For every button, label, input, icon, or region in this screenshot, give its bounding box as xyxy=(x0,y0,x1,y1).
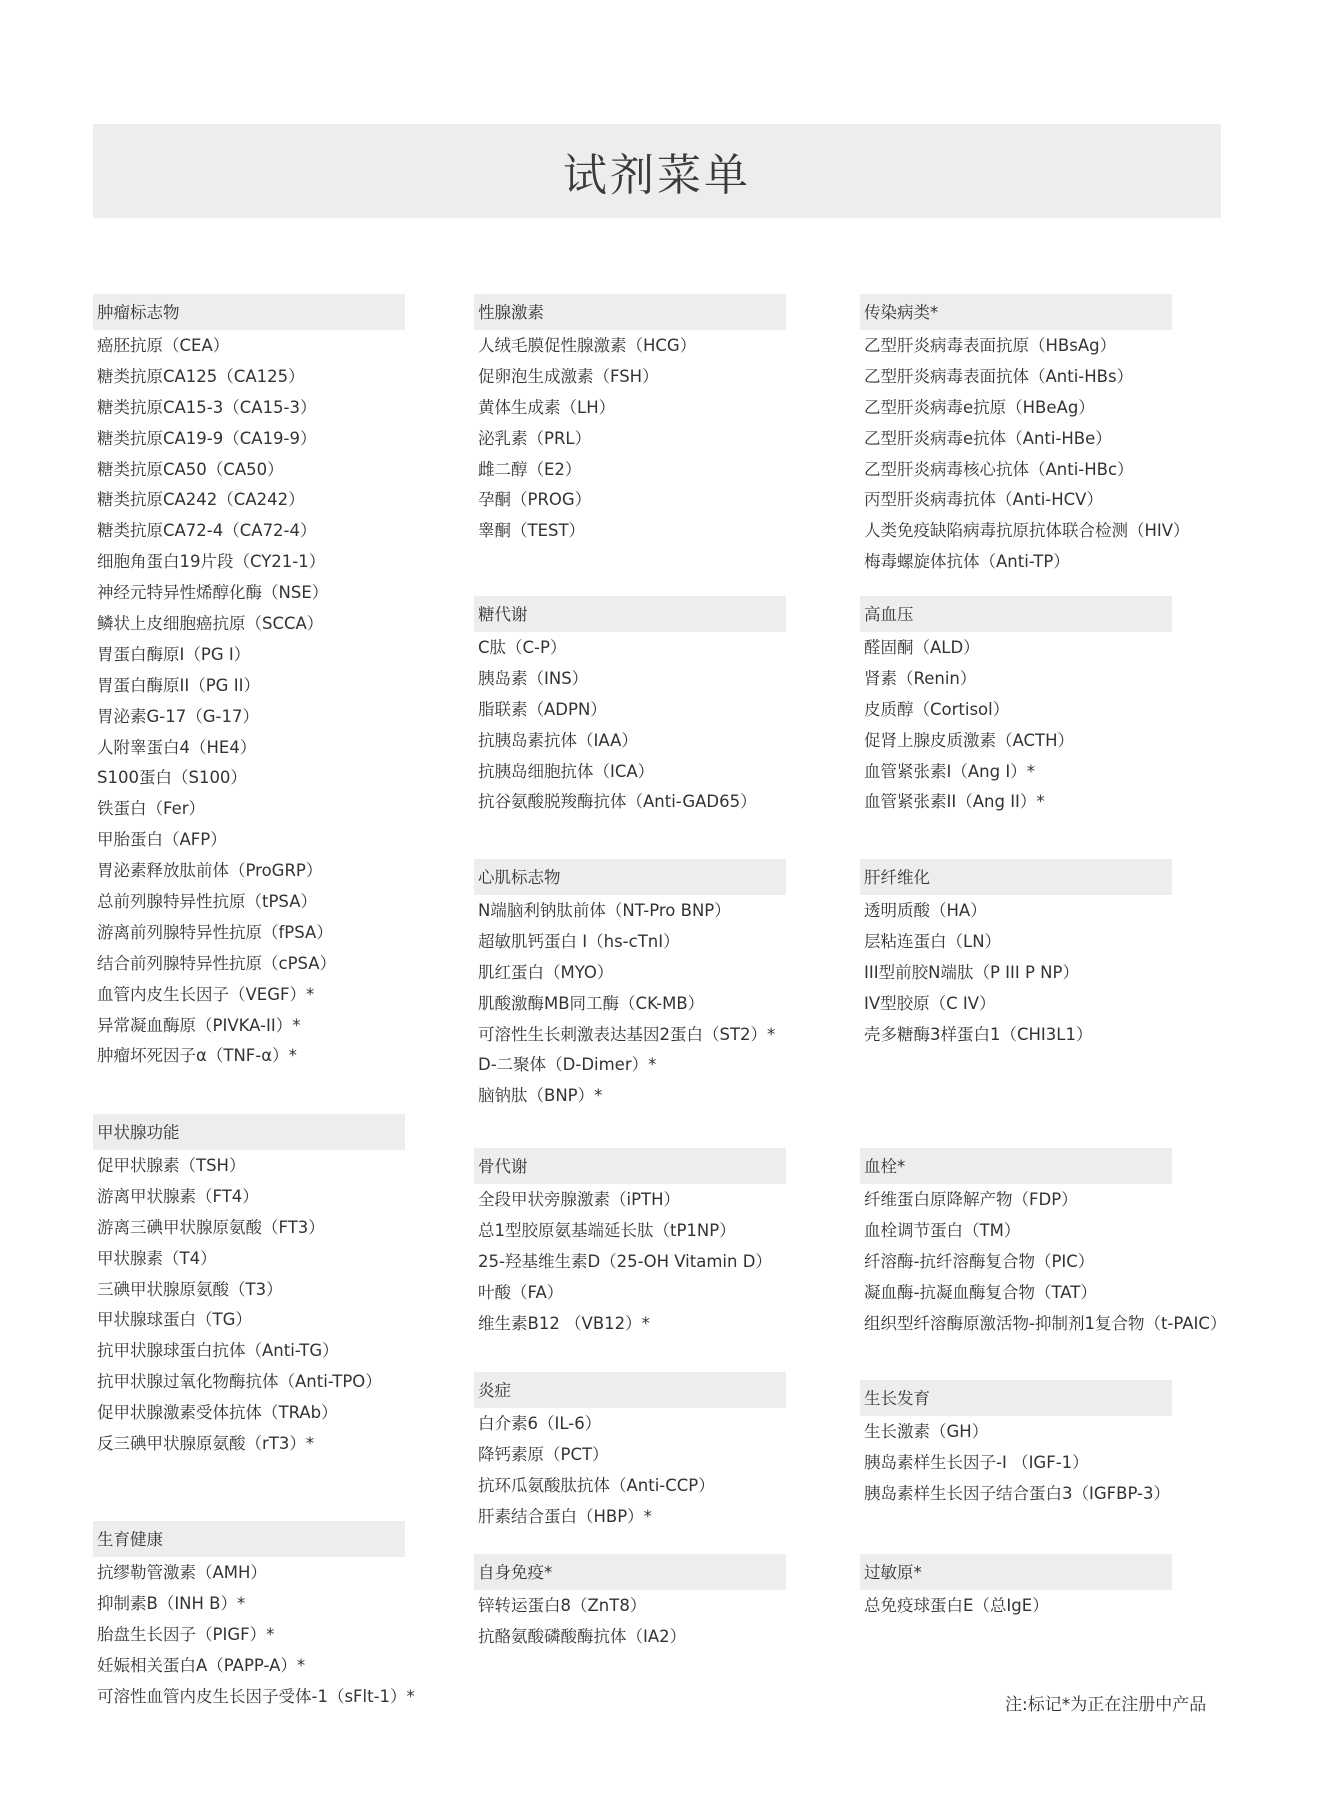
list-item: 壳多糖酶3样蛋白1（CHI3L1） xyxy=(864,1024,1093,1044)
list-item: 游离甲状腺素（FT4） xyxy=(97,1186,259,1206)
list-item: 25-羟基维生素D（25-OH Vitamin D） xyxy=(478,1251,772,1271)
list-item: 泌乳素（PRL） xyxy=(478,428,592,448)
section-header: 甲状腺功能 xyxy=(93,1114,405,1150)
list-item: 人附睾蛋白4（HE4） xyxy=(97,737,257,757)
list-item: 癌胚抗原（CEA） xyxy=(97,336,230,355)
list-item: 叶酸（FA） xyxy=(478,1282,564,1302)
list-item: 乙型肝炎病毒核心抗体（Anti-HBc） xyxy=(864,459,1134,479)
list-item: 纤溶酶-抗纤溶酶复合物（PIC） xyxy=(864,1251,1095,1271)
section-header: 自身免疫* xyxy=(474,1554,786,1590)
list-item: 抗谷氨酸脱羧酶抗体（Anti-GAD65） xyxy=(478,792,757,812)
list-item: 血栓调节蛋白（TM） xyxy=(864,1220,1021,1240)
list-item: 鳞状上皮细胞癌抗原（SCCA） xyxy=(97,614,324,634)
section xyxy=(860,1380,1172,1509)
section-header: 过敏原* xyxy=(860,1554,1172,1590)
list-item: 细胞角蛋白19片段（CY21-1） xyxy=(97,552,326,572)
list-item: 可溶性血管内皮生长因子受体-1（sFlt-1）* xyxy=(97,1686,415,1706)
list-item: D-二聚体（D-Dimer）* xyxy=(478,1055,657,1075)
list-item: 促甲状腺素（TSH） xyxy=(97,1156,246,1175)
list-item: 锌转运蛋白8（ZnT8） xyxy=(478,1596,647,1615)
list-item: 纤维蛋白原降解产物（FDP） xyxy=(864,1190,1078,1209)
item-list xyxy=(474,632,786,817)
list-item: C肽（C-P） xyxy=(478,638,567,657)
section xyxy=(93,1114,405,1459)
section xyxy=(474,859,786,1111)
section-header: 骨代谢 xyxy=(474,1148,786,1184)
item-list xyxy=(93,1150,405,1459)
list-item: 醛固酮（ALD） xyxy=(864,638,980,657)
section xyxy=(860,596,1172,817)
item-list xyxy=(93,330,405,1071)
list-item: 梅毒螺旋体抗体（Anti-TP） xyxy=(864,552,1070,572)
title-banner xyxy=(93,124,1221,218)
list-item: 抗甲状腺过氧化物酶抗体（Anti-TPO） xyxy=(97,1372,382,1392)
list-item: 总前列腺特异性抗原（tPSA） xyxy=(97,892,317,912)
list-item: 乙型肝炎病毒e抗体（Anti-HBe） xyxy=(864,428,1112,448)
item-list xyxy=(860,632,1172,817)
list-item: 降钙素原（PCT） xyxy=(478,1444,609,1464)
list-item: 糖类抗原CA125（CA125） xyxy=(97,366,305,386)
list-item: S100蛋白（S100） xyxy=(97,768,247,788)
item-list xyxy=(860,1416,1172,1509)
list-item: 结合前列腺特异性抗原（cPSA） xyxy=(97,953,337,973)
list-item: 游离前列腺特异性抗原（fPSA） xyxy=(97,922,333,942)
section-header: 肝纤维化 xyxy=(860,859,1172,895)
list-item: 甲胎蛋白（AFP） xyxy=(97,830,227,850)
list-item: 胰岛素（INS） xyxy=(478,668,589,688)
list-item: 透明质酸（HA） xyxy=(864,901,987,920)
list-item: 皮质醇（Cortisol） xyxy=(864,699,1010,719)
list-item: 抑制素B（INH B）* xyxy=(97,1593,246,1613)
list-item: 胃泌素释放肽前体（ProGRP） xyxy=(97,861,323,881)
list-item: 丙型肝炎病毒抗体（Anti-HCV） xyxy=(864,490,1103,510)
list-item: 促甲状腺激素受体抗体（TRAb） xyxy=(97,1403,338,1423)
list-item: 肾素（Renin） xyxy=(864,668,977,688)
list-item: 胃蛋白酶原I（PG I） xyxy=(97,644,251,664)
list-item: 肌酸激酶MB同工酶（CK-MB） xyxy=(478,993,705,1013)
list-item: 全段甲状旁腺激素（iPTH） xyxy=(478,1190,681,1209)
section-header: 心肌标志物 xyxy=(474,859,786,895)
section xyxy=(93,294,405,1071)
list-item: IV型胶原（C IV） xyxy=(864,993,996,1013)
list-item: 脂联素（ADPN） xyxy=(478,699,607,719)
item-list xyxy=(860,1184,1227,1338)
list-item: 肌红蛋白（MYO） xyxy=(478,962,614,982)
list-item: 抗酪氨酸磷酸酶抗体（IA2） xyxy=(478,1626,687,1646)
list-item: 胰岛素样生长因子-I （IGF-1） xyxy=(864,1452,1089,1472)
item-list xyxy=(860,895,1172,1049)
list-item: III型前胶N端肽（P III P NP） xyxy=(864,962,1079,982)
list-item: 胰岛素样生长因子结合蛋白3（IGFBP-3） xyxy=(864,1483,1170,1503)
item-list xyxy=(474,1408,786,1532)
section-header: 血栓* xyxy=(860,1148,1172,1184)
list-item: 生长激素（GH） xyxy=(864,1422,989,1441)
list-item: 异常凝血酶原（PIVKA-II）* xyxy=(97,1015,301,1035)
item-list xyxy=(474,1184,786,1338)
item-list xyxy=(474,895,786,1111)
list-item: 神经元特异性烯醇化酶（NSE） xyxy=(97,583,329,603)
list-item: 孕酮（PROG） xyxy=(478,490,592,510)
page-title: 试剂菜单 xyxy=(563,150,751,201)
item-list xyxy=(860,330,1190,577)
list-item: 抗环瓜氨酸肽抗体（Anti-CCP） xyxy=(478,1475,715,1495)
list-item: 三碘甲状腺原氨酸（T3） xyxy=(97,1279,283,1299)
section xyxy=(93,1521,415,1711)
list-item: 妊娠相关蛋白A（PAPP-A）* xyxy=(97,1655,306,1675)
section-header: 生长发育 xyxy=(860,1380,1172,1416)
list-item: 抗甲状腺球蛋白抗体（Anti-TG） xyxy=(97,1341,339,1361)
list-item: 肝素结合蛋白（HBP）* xyxy=(478,1506,652,1526)
list-item: 白介素6（IL-6） xyxy=(478,1414,602,1433)
section-header: 糖代谢 xyxy=(474,596,786,632)
section xyxy=(860,294,1190,577)
list-item: 抗缪勒管激素（AMH） xyxy=(97,1563,267,1582)
list-item: 总1型胶原氨基端延长肽（tP1NP） xyxy=(478,1220,736,1240)
section-header: 性腺激素 xyxy=(474,294,786,330)
list-item: 血管紧张素II（Ang II）* xyxy=(864,792,1045,812)
list-item: N端脑利钠肽前体（NT-Pro BNP） xyxy=(478,901,731,920)
item-list xyxy=(474,330,786,546)
list-item: 糖类抗原CA15-3（CA15-3） xyxy=(97,397,317,417)
list-item: 肿瘤坏死因子α（TNF-α）* xyxy=(97,1046,297,1066)
section xyxy=(860,859,1172,1049)
list-item: 雌二醇（E2） xyxy=(478,459,582,479)
list-item: 胎盘生长因子（PIGF）* xyxy=(97,1624,275,1644)
list-item: 总免疫球蛋白E（总IgE） xyxy=(864,1596,1049,1615)
list-item: 可溶性生长刺激表达基因2蛋白（ST2）* xyxy=(478,1024,776,1044)
list-item: 血管内皮生长因子（VEGF）* xyxy=(97,984,315,1004)
section xyxy=(474,1554,786,1652)
list-item: 脑钠肽（BNP）* xyxy=(478,1086,603,1106)
section xyxy=(474,596,786,817)
list-item: 乙型肝炎病毒表面抗体（Anti-HBs） xyxy=(864,366,1134,386)
list-item: 糖类抗原CA72-4（CA72-4） xyxy=(97,521,317,541)
list-item: 超敏肌钙蛋白 I（hs-cTnI） xyxy=(478,931,680,951)
section-header: 传染病类* xyxy=(860,294,1172,330)
list-item: 组织型纤溶酶原激活物-抑制剂1复合物（t-PAIC） xyxy=(864,1313,1227,1333)
list-item: 抗胰岛素抗体（IAA） xyxy=(478,730,638,750)
list-item: 甲状腺球蛋白（TG） xyxy=(97,1310,252,1330)
section-header: 高血压 xyxy=(860,596,1172,632)
list-item: 甲状腺素（T4） xyxy=(97,1248,217,1268)
list-item: 抗胰岛细胞抗体（ICA） xyxy=(478,761,655,781)
list-item: 凝血酶-抗凝血酶复合物（TAT） xyxy=(864,1282,1097,1302)
item-list xyxy=(474,1590,786,1652)
list-item: 游离三碘甲状腺原氨酸（FT3） xyxy=(97,1217,325,1237)
list-item: 胃泌素G-17（G-17） xyxy=(97,706,259,726)
registration-note: 注:标记*为正在注册中产品 xyxy=(1005,1695,1207,1715)
list-item: 糖类抗原CA242（CA242） xyxy=(97,490,305,510)
list-item: 促肾上腺皮质激素（ACTH） xyxy=(864,730,1075,750)
item-list xyxy=(93,1557,415,1711)
section xyxy=(474,294,786,546)
section-header: 肿瘤标志物 xyxy=(93,294,405,330)
list-item: 黄体生成素（LH） xyxy=(478,397,616,417)
item-list xyxy=(860,1590,1172,1621)
list-item: 层粘连蛋白（LN） xyxy=(864,931,1002,951)
section xyxy=(474,1372,786,1532)
list-item: 促卵泡生成激素（FSH） xyxy=(478,366,659,386)
list-item: 反三碘甲状腺原氨酸（rT3）* xyxy=(97,1434,315,1454)
list-item: 乙型肝炎病毒e抗原（HBeAg） xyxy=(864,397,1095,417)
list-item: 人类免疫缺陷病毒抗原抗体联合检测（HIV） xyxy=(864,521,1190,541)
list-item: 乙型肝炎病毒表面抗原（HBsAg） xyxy=(864,336,1117,355)
section-header: 生育健康 xyxy=(93,1521,405,1557)
list-item: 血管紧张素I（Ang I）* xyxy=(864,761,1035,781)
list-item: 铁蛋白（Fer） xyxy=(97,799,206,819)
list-item: 人绒毛膜促性腺激素（HCG） xyxy=(478,336,697,355)
list-item: 糖类抗原CA50（CA50） xyxy=(97,459,284,479)
section xyxy=(860,1554,1172,1621)
list-item: 睾酮（TEST） xyxy=(478,521,586,541)
list-item: 糖类抗原CA19-9（CA19-9） xyxy=(97,428,317,448)
list-item: 维生素B12 （VB12）* xyxy=(478,1313,650,1333)
section-header: 炎症 xyxy=(474,1372,786,1408)
list-item: 胃蛋白酶原II（PG II） xyxy=(97,675,260,695)
section xyxy=(860,1148,1227,1338)
section xyxy=(474,1148,786,1338)
